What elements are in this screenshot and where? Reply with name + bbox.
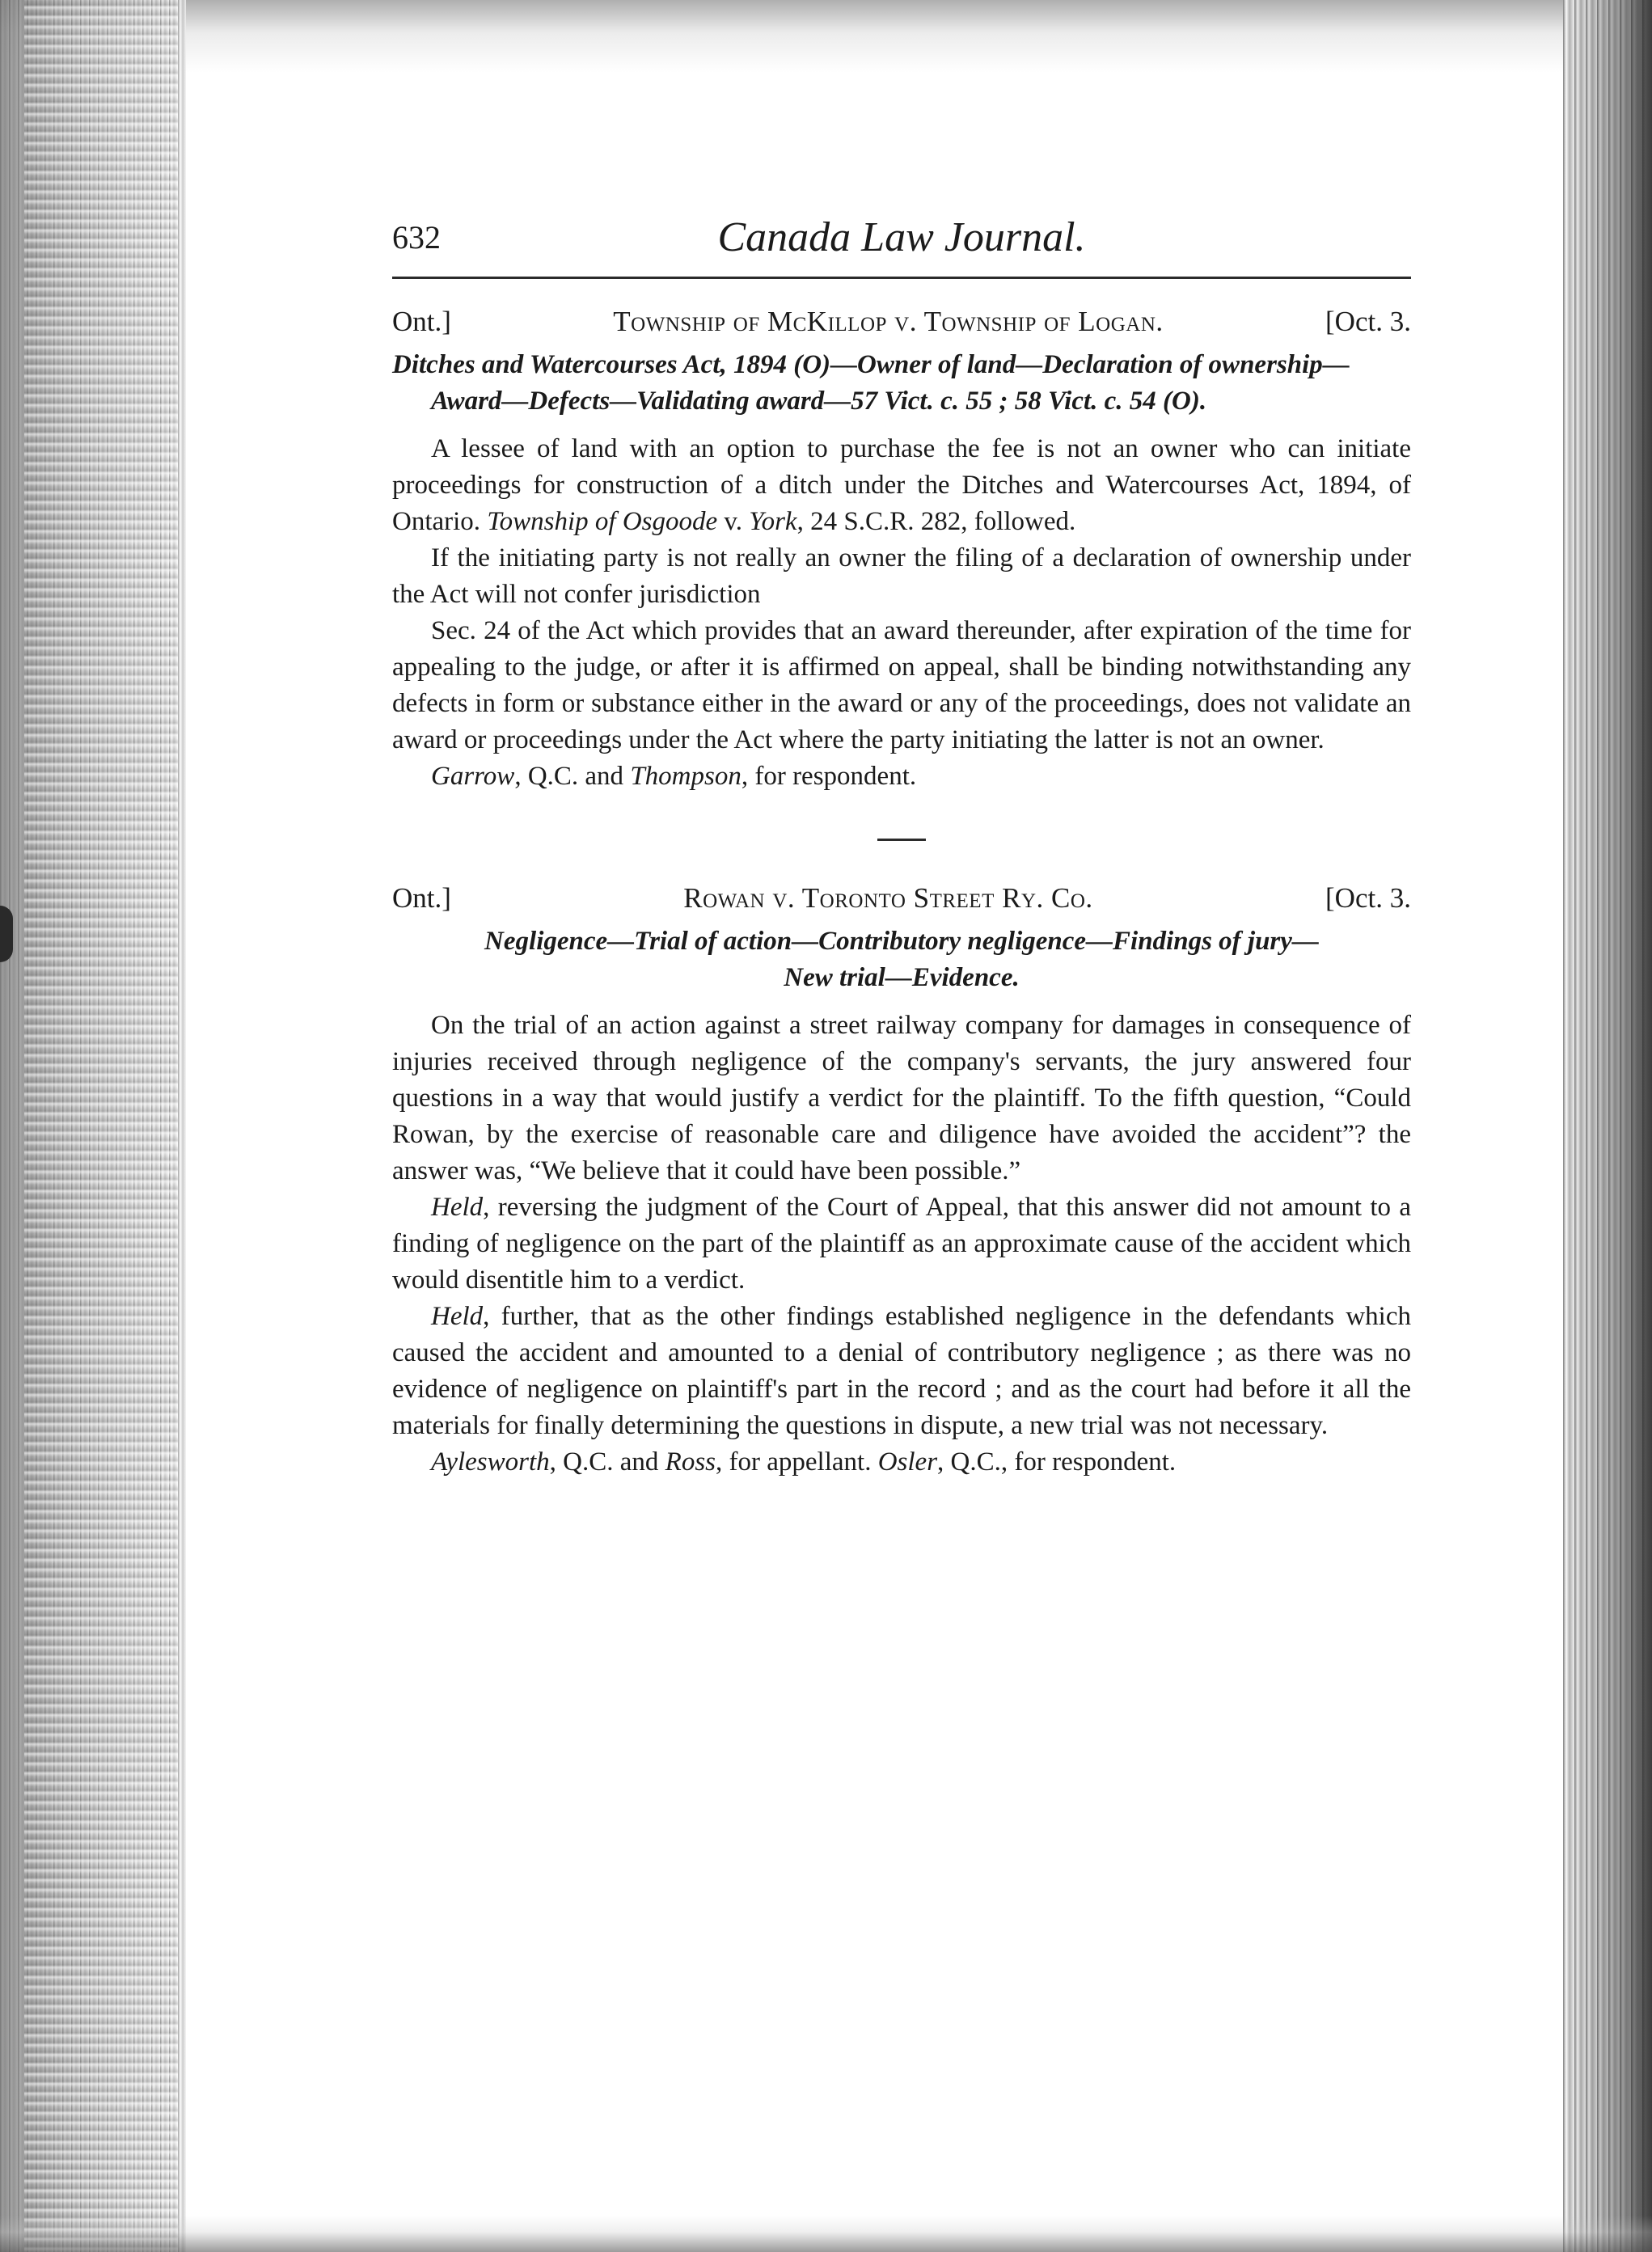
counsel-name: Osler <box>877 1447 938 1477</box>
counsel-line <box>392 1444 1411 1481</box>
counsel-text: , Q.C. and <box>514 762 631 791</box>
holding-paragraph <box>392 1299 1411 1444</box>
scan-bottom-edge <box>0 2216 1652 2252</box>
holding-text: , reversing the judgment of the Court of Appeal, that this answer did not amount to a finding of negligence on the part of the plaintiff as an approximate cause of the accident which would disentitle him to a verdict. <box>392 1193 1411 1295</box>
versus: v. <box>717 507 750 536</box>
headnote-paragraph: Sec. 24 of the Act which provides that an award thereunder, after expiration of the time for appealing to the judge, or after it is affirmed on appeal, shall be binding notwithstanding any defects in form or substance either in the award or any of the proceedings, does not validate an award or proceedings under the Act where the party initiating the latter is not an owner. <box>392 616 1411 754</box>
court-label: Ont.] <box>392 306 451 337</box>
scan-binding-texture <box>24 0 178 2252</box>
case-heading <box>392 302 1411 342</box>
case-rowan-v-toronto-street-ry <box>392 878 1411 1481</box>
section-divider <box>877 839 926 841</box>
held-word: Held <box>431 1302 484 1331</box>
catchwords <box>392 923 1411 996</box>
counsel-line <box>392 758 1411 795</box>
case-mckillop-v-logan <box>392 302 1411 795</box>
binding-notch <box>0 906 13 962</box>
holding-text: , further, that as the other findings established negligence in the defendants which caused the accident and amounted to a denial of contributory negligence ; as there was no evidence of negligence on plaintiff's part in the record ; and as the court had before it all the materials for finally determining the questions in dispute, a new trial was not necessary. <box>392 1302 1411 1440</box>
header-rule <box>392 277 1411 279</box>
counsel-name: Aylesworth <box>431 1447 550 1477</box>
counsel-text: , for appellant. <box>716 1447 878 1477</box>
case-date: [Oct. 3. <box>1325 306 1411 337</box>
counsel-name: Ross <box>665 1447 716 1477</box>
citation-text: , 24 S.C.R. 282, followed. <box>796 507 1076 536</box>
holding-paragraph <box>392 1189 1411 1299</box>
counsel-text: , Q.C. and <box>549 1447 665 1477</box>
scan-right-edge <box>1563 0 1652 2252</box>
headnote-paragraph <box>392 431 1411 540</box>
counsel-text: , for respondent. <box>741 762 917 791</box>
case-heading <box>392 878 1411 919</box>
headnote-paragraph: On the trial of an action against a street railway company for damages in consequence of injuries received through negligence of the company's servants, the jury answered four questions in a way that would justify a verdict for the plaintiff. To the fifth question, “Could Rowan, by the exercise of reasonable care and diligence have avoided the accident”? the answer was, “We believe that it could have been possible.” <box>392 1011 1411 1185</box>
page-header <box>392 214 1411 270</box>
court-label: Ont.] <box>392 882 451 914</box>
case-date: [Oct. 3. <box>1325 882 1411 914</box>
scan-top-edge <box>0 0 1652 73</box>
catchwords-line: New trial—Evidence. <box>784 963 1020 992</box>
catchwords: Ditches and Watercourses Act, 1894 (O)—Owner of land—Declaration of ownership—Award—Defects—Validating award—57 Vict. c. 55 ; 58 Vict. c. 54 (O). <box>392 350 1350 416</box>
cited-case-name: Township of Osgoode <box>487 507 718 536</box>
cited-case-name: York <box>749 507 797 536</box>
case-parties: Township of McKillop v. Township of Logan. <box>613 306 1164 337</box>
headnote-paragraph: If the initiating party is not really an owner the filing of a declaration of ownership under the Act will not confer jurisdiction <box>392 543 1411 609</box>
text-column <box>392 214 1411 1481</box>
page-number: 632 <box>392 219 441 256</box>
journal-title: Canada Law Journal. <box>717 214 1086 260</box>
case-parties: Rowan v. Toronto Street Ry. Co. <box>683 882 1093 914</box>
counsel-name: Garrow <box>431 762 515 791</box>
held-word: Held <box>431 1193 484 1222</box>
headnote-text: A lessee of land with an option to purchase the fee is not an owner who can initiate proceedings for construction of a ditch under the Ditches and Watercourses Act, 1894, of Ontario. <box>392 434 1411 536</box>
counsel-name: Thompson <box>630 762 741 791</box>
catchwords-line: Negligence—Trial of action—Contributory negligence—Findings of jury— <box>484 927 1319 956</box>
counsel-text: , Q.C., for respondent. <box>937 1447 1177 1477</box>
